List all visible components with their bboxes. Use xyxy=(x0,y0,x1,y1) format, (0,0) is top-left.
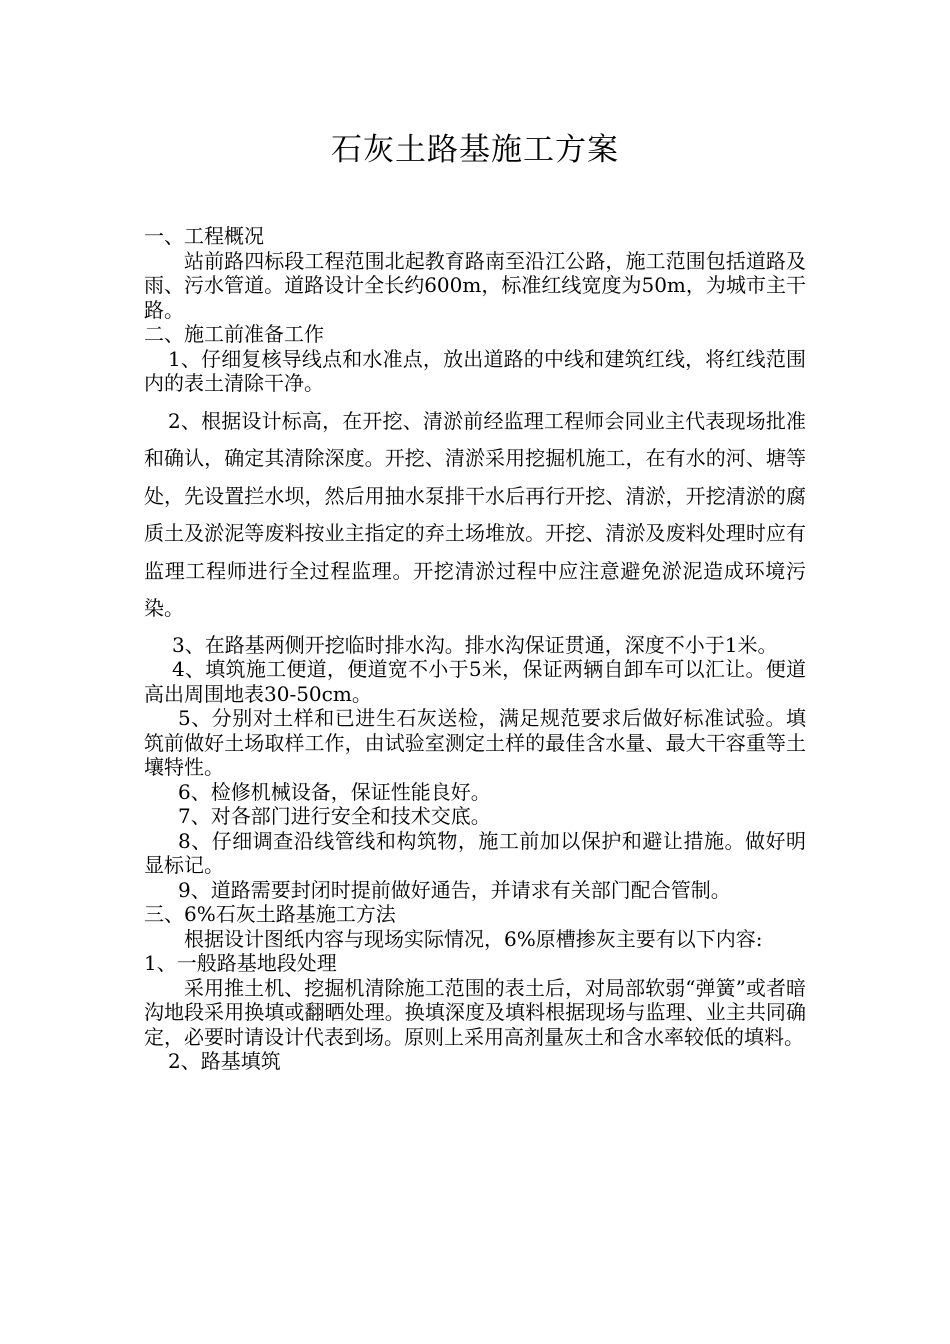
list-item: 3、在路基两侧开挖临时排水沟。排水沟保证贯通，深度不小于1米。 xyxy=(172,632,778,657)
section-heading: 二、施工前准备工作 xyxy=(144,322,324,346)
list-item: 8、仔细调查沿线管线和构筑物，施工前加以保护和避让措施。做好明显标记。 xyxy=(144,828,806,877)
paragraph: 根据设计图纸内容与现场实际情况，6%原槽掺灰主要有以下内容: xyxy=(184,926,763,951)
list-item: 7、对各部门进行安全和技术交底。 xyxy=(178,804,491,828)
list-item: 6、检修机械设备，保证性能良好。 xyxy=(178,779,491,804)
section-heading: 一、工程概况 xyxy=(144,224,264,248)
subsection-heading: 2、路基填筑 xyxy=(168,1049,281,1073)
document-body xyxy=(144,224,806,1074)
subsection-heading: 1、一般路基地段处理 xyxy=(144,951,337,975)
list-item: 5、分别对土样和已进生石灰送检，满足规范要求后做好标准试验。填筑前做好土场取样工作，由试验室测定土样的最佳含水量、最大干容重等土壤特性。 xyxy=(144,706,806,779)
section-heading: 三、6%石灰土路基施工方法 xyxy=(144,902,396,926)
list-item: 9、道路需要封闭时提前做好通告，并请求有关部门配合管制。 xyxy=(178,877,731,902)
paragraph: 站前路四标段工程范围北起教育路南至沿江公路，施工范围包括道路及雨、污水管道。道路设计全长约600m，标准红线宽度为50m，为城市主干路。 xyxy=(144,248,806,322)
list-item: 2、根据设计标高，在开挖、清淤前经监理工程师会同业主代表现场批准和确认，确定其清除深度。开挖、清淤采用挖掘机施工，在有水的河、塘等处，先设置拦水坝，然后用抽水泵排干水后再行开挖、清淤，开挖清淤的腐质土及淤泥等废料按业主指定的弃土场堆放。开挖、清淤及废料处理时应有监理工程师进行全过程监理。开挖清淤过程中应注意避免淤泥造成环境污染。 xyxy=(144,408,806,620)
list-item: 1、仔细复核导线点和水准点，放出道路的中线和建筑红线，将红线范围内的表土清除干净。 xyxy=(144,346,806,395)
paragraph: 采用推土机、挖掘机清除施工范围的表土后，对局部软弱“弹簧”或者暗沟地段采用换填或翻晒处理。换填深度及填料根据现场与监理、业主共同确定，必要时请设计代表到场。原则上采用高剂量灰土和含水率较低的填料。 xyxy=(144,975,806,1049)
list-item: 4、填筑施工便道，便道宽不小于5米，保证两辆自卸车可以汇让。便道高出周围地表30-50cm。 xyxy=(144,657,806,706)
document-title: 石灰土路基施工方案 xyxy=(331,132,619,168)
